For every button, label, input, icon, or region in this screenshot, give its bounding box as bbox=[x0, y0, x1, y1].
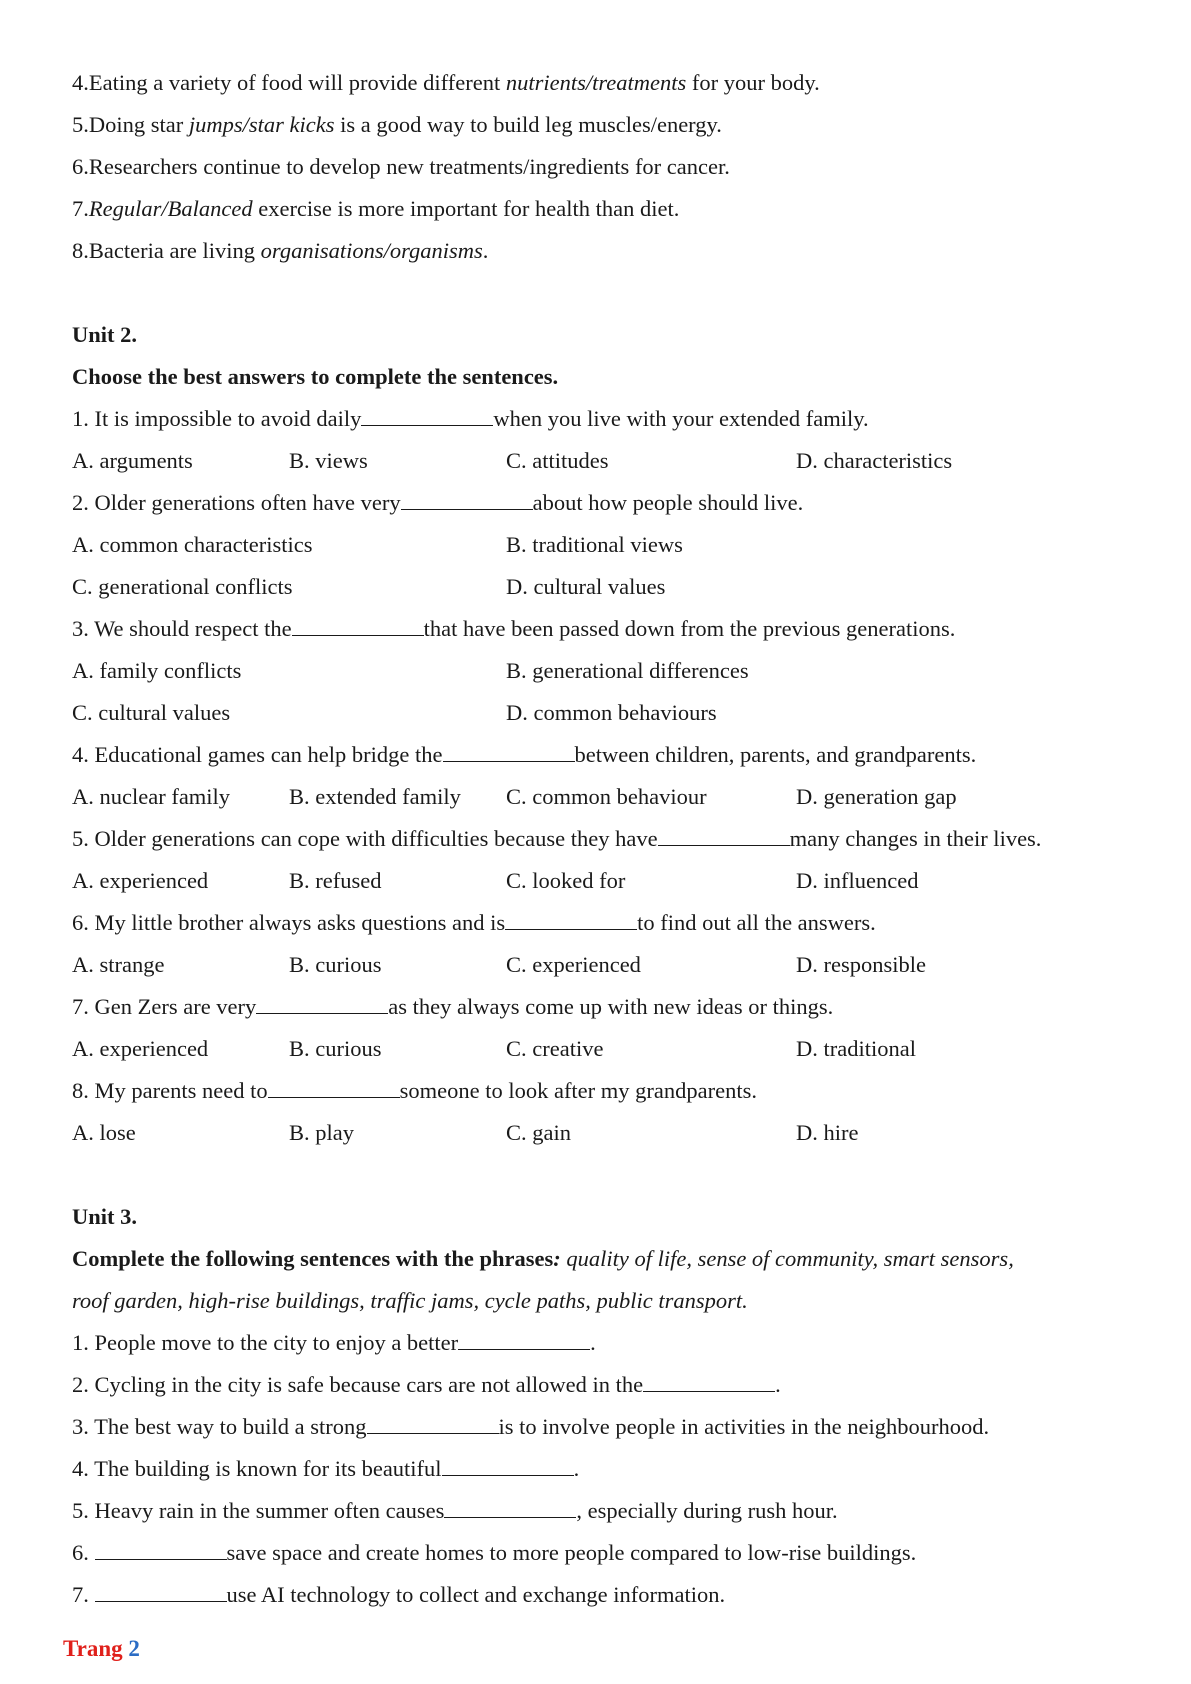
item-text: Researchers continue to develop new treatments/ingredients for cancer. bbox=[88, 154, 730, 179]
question-text-end: about how people should live. bbox=[532, 490, 804, 515]
options-row bbox=[72, 1112, 1132, 1154]
item-text: 3. The best way to build a strong bbox=[72, 1414, 367, 1439]
answer-option: B. generational differences bbox=[506, 658, 749, 683]
answer-option: C. cultural values bbox=[72, 700, 231, 725]
answer-option: D. hire bbox=[796, 1120, 859, 1145]
question-text-end: between children, parents, and grandparents. bbox=[574, 742, 977, 767]
options-row bbox=[72, 776, 1132, 818]
unit1-item bbox=[72, 146, 1132, 188]
unit3-instruction-colon: : bbox=[553, 1246, 561, 1271]
answer-option: B. views bbox=[289, 448, 368, 473]
answer-blank bbox=[256, 993, 388, 1014]
unit3-items bbox=[72, 1322, 1132, 1616]
options-row bbox=[72, 692, 1132, 734]
unit1-item bbox=[72, 230, 1132, 272]
question-text-end: that have been passed down from the previous generations. bbox=[423, 616, 956, 641]
options-row bbox=[72, 1028, 1132, 1070]
item-text-end: . bbox=[482, 238, 489, 263]
item-text: 7. bbox=[72, 1582, 95, 1607]
fill-in-item bbox=[72, 1406, 1132, 1448]
page-footer bbox=[63, 1636, 140, 1662]
question-text-end: as they always come up with new ideas or things. bbox=[388, 994, 834, 1019]
unit1-remaining-items bbox=[72, 62, 1132, 272]
answer-blank bbox=[367, 1413, 499, 1434]
question-text-end: many changes in their lives. bbox=[789, 826, 1042, 851]
unit1-item bbox=[72, 62, 1132, 104]
item-text-end: is to involve people in activities in the neighbourhood. bbox=[498, 1414, 990, 1439]
fill-in-item bbox=[72, 1490, 1132, 1532]
answer-blank bbox=[292, 615, 424, 636]
question-text: 7. Gen Zers are very bbox=[72, 994, 257, 1019]
item-number: 6. bbox=[72, 154, 89, 179]
question-stem bbox=[72, 734, 1132, 776]
item-text: 6. bbox=[72, 1540, 95, 1565]
options-row bbox=[72, 650, 1132, 692]
item-text-end: is a good way to build leg muscles/energy. bbox=[334, 112, 722, 137]
question-text: 6. My little brother always asks questions and is bbox=[72, 910, 506, 935]
options-row bbox=[72, 566, 1132, 608]
answer-blank bbox=[458, 1329, 590, 1350]
item-text-end: . bbox=[775, 1372, 781, 1397]
answer-option: A. common characteristics bbox=[72, 532, 313, 557]
item-text-end: . bbox=[573, 1456, 580, 1481]
item-text: 4. The building is known for its beautiful bbox=[72, 1456, 442, 1481]
question-text-end: when you live with your extended family. bbox=[493, 406, 869, 431]
question-text-end: to find out all the answers. bbox=[637, 910, 876, 935]
item-text: Doing star bbox=[88, 112, 189, 137]
item-number: 4. bbox=[72, 70, 89, 95]
item-text: 2. Cycling in the city is safe because cars are not allowed in the bbox=[72, 1372, 644, 1397]
answer-blank bbox=[95, 1581, 227, 1602]
question-text: 3. We should respect the bbox=[72, 616, 292, 641]
answer-option: C. looked for bbox=[506, 868, 626, 893]
answer-blank bbox=[505, 909, 637, 930]
item-text-end: for your body. bbox=[686, 70, 820, 95]
answer-option: C. creative bbox=[506, 1036, 604, 1061]
unit3-title: Unit 3. bbox=[72, 1204, 138, 1229]
answer-option: D. traditional bbox=[796, 1036, 916, 1061]
item-text: 5. Heavy rain in the summer often causes bbox=[72, 1498, 445, 1523]
answer-option: D. common behaviours bbox=[506, 700, 717, 725]
item-number: 8. bbox=[72, 238, 89, 263]
unit2-title: Unit 2. bbox=[72, 322, 138, 347]
unit1-item bbox=[72, 104, 1132, 146]
question-text-end: someone to look after my grandparents. bbox=[399, 1078, 757, 1103]
question-stem bbox=[72, 1070, 1132, 1112]
item-choice: Regular/Balanced bbox=[88, 196, 253, 221]
answer-option: A. arguments bbox=[72, 448, 193, 473]
answer-option: B. traditional views bbox=[506, 532, 683, 557]
item-text-end: . bbox=[590, 1330, 596, 1355]
answer-option: C. common behaviour bbox=[506, 784, 707, 809]
fill-in-item bbox=[72, 1574, 1132, 1616]
options-row bbox=[72, 860, 1132, 902]
unit3-instruction bbox=[72, 1238, 1132, 1280]
answer-option: A. nuclear family bbox=[72, 784, 231, 809]
answer-option: B. curious bbox=[289, 952, 382, 977]
answer-option: A. lose bbox=[72, 1120, 136, 1145]
answer-option: A. experienced bbox=[72, 1036, 209, 1061]
item-text: 1. People move to the city to enjoy a better bbox=[72, 1330, 459, 1355]
answer-option: C. attitudes bbox=[506, 448, 609, 473]
question-stem bbox=[72, 902, 1132, 944]
question-text: 2. Older generations often have very bbox=[72, 490, 401, 515]
fill-in-item bbox=[72, 1322, 1132, 1364]
answer-option: B. curious bbox=[289, 1036, 382, 1061]
question-text: 5. Older generations can cope with difficulties because they have bbox=[72, 826, 658, 851]
item-choice: jumps/star kicks bbox=[188, 112, 335, 137]
answer-option: D. influenced bbox=[796, 868, 919, 893]
answer-option: B. extended family bbox=[289, 784, 461, 809]
answer-blank bbox=[658, 825, 790, 846]
answer-blank bbox=[401, 489, 533, 510]
answer-option: C. gain bbox=[506, 1120, 571, 1145]
worksheet-content bbox=[72, 62, 1132, 1616]
item-text: Bacteria are living bbox=[88, 238, 261, 263]
answer-blank bbox=[268, 1077, 400, 1098]
unit3-phrases-line1: quality of life, sense of community, smart sensors, bbox=[560, 1246, 1014, 1271]
item-choice: nutrients/treatments bbox=[505, 70, 687, 95]
answer-blank bbox=[442, 1455, 574, 1476]
unit3-instruction-text: Complete the following sentences with the phrases bbox=[72, 1246, 554, 1271]
unit2-instruction: Choose the best answers to complete the sentences. bbox=[72, 364, 559, 389]
fill-in-item bbox=[72, 1532, 1132, 1574]
footer-label: Trang bbox=[63, 1636, 123, 1661]
answer-blank bbox=[444, 1497, 576, 1518]
answer-option: D. cultural values bbox=[506, 574, 666, 599]
fill-in-item bbox=[72, 1448, 1132, 1490]
answer-option: D. generation gap bbox=[796, 784, 957, 809]
answer-option: D. characteristics bbox=[796, 448, 953, 473]
answer-blank bbox=[643, 1371, 775, 1392]
item-number: 7. bbox=[72, 196, 89, 221]
question-text: 8. My parents need to bbox=[72, 1078, 268, 1103]
answer-option: A. family conflicts bbox=[72, 658, 242, 683]
answer-option: D. responsible bbox=[796, 952, 926, 977]
question-text: 4. Educational games can help bridge the bbox=[72, 742, 443, 767]
item-text-end: save space and create homes to more people compared to low-rise buildings. bbox=[226, 1540, 917, 1565]
answer-option: C. generational conflicts bbox=[72, 574, 293, 599]
question-stem bbox=[72, 398, 1132, 440]
answer-option: A. strange bbox=[72, 952, 165, 977]
question-text: 1. It is impossible to avoid daily bbox=[72, 406, 362, 431]
footer-page-number: 2 bbox=[128, 1636, 140, 1661]
question-stem bbox=[72, 818, 1132, 860]
question-stem bbox=[72, 482, 1132, 524]
answer-blank bbox=[361, 405, 493, 426]
unit1-item bbox=[72, 188, 1132, 230]
item-text-end: use AI technology to collect and exchange information. bbox=[226, 1582, 726, 1607]
question-stem bbox=[72, 608, 1132, 650]
answer-blank bbox=[95, 1539, 227, 1560]
options-row bbox=[72, 440, 1132, 482]
fill-in-item bbox=[72, 1364, 1132, 1406]
answer-option: C. experienced bbox=[506, 952, 641, 977]
options-row bbox=[72, 524, 1132, 566]
answer-option: B. refused bbox=[289, 868, 382, 893]
unit3-phrases-line2: roof garden, high-rise buildings, traffic jams, cycle paths, public transport. bbox=[72, 1288, 748, 1313]
item-text-end: exercise is more important for health than diet. bbox=[252, 196, 680, 221]
item-number: 5. bbox=[72, 112, 89, 137]
item-text: Eating a variety of food will provide different bbox=[88, 70, 506, 95]
item-choice: organisations/organisms bbox=[260, 238, 483, 263]
options-row bbox=[72, 944, 1132, 986]
answer-option: A. experienced bbox=[72, 868, 209, 893]
answer-option: B. play bbox=[289, 1120, 354, 1145]
unit2-questions bbox=[72, 398, 1132, 1154]
item-text-end: , especially during rush hour. bbox=[576, 1498, 838, 1523]
question-stem bbox=[72, 986, 1132, 1028]
answer-blank bbox=[443, 741, 575, 762]
